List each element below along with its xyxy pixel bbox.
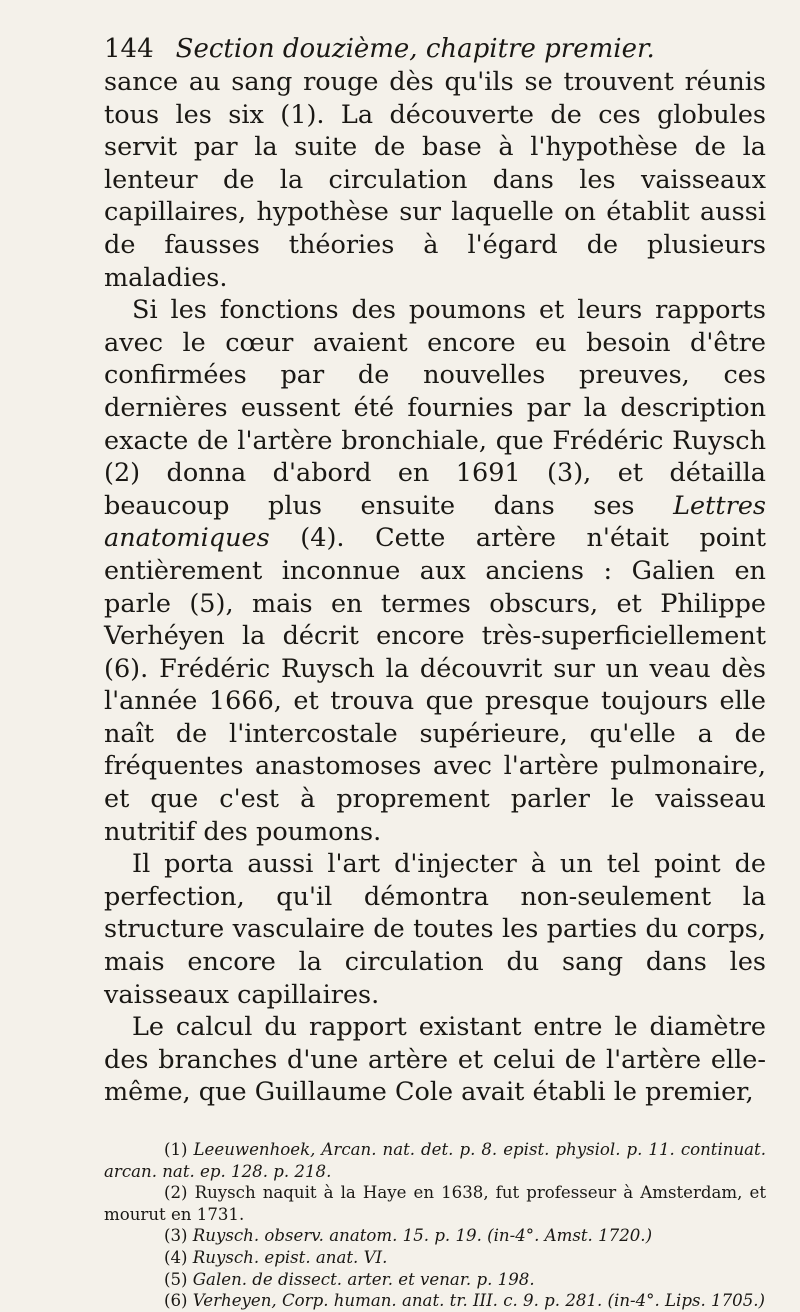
footnote <box>104 1139 766 1182</box>
footnote-number: (5) <box>164 1269 188 1289</box>
book-title: Lettres anatomiques <box>104 490 766 554</box>
footnote <box>104 1225 766 1247</box>
paragraph: Il porta aussi l'art d'injecter à un tel point de perfection, qu'il démontra non-seulement la structure vasculaire de toutes les parties du corps, mais encore la circulation du sang dans les vaisseaux capillaires. <box>104 849 766 1010</box>
footnote <box>104 1290 766 1312</box>
running-title: Section douzième, chapitre premier. <box>175 34 655 64</box>
footnote-citation: Galen. de dissect. arter. et venar. p. 198. <box>192 1269 535 1289</box>
footnote <box>104 1269 766 1291</box>
footnote-citation: Verheyen, Corp. human. anat. tr. III. c. 9. p. 281. (in-4°. Lips. 1705.) <box>192 1291 766 1311</box>
footnote-number: (6) <box>164 1291 188 1311</box>
footnote-citation: Leeuwenhoek, Arcan. nat. det. p. 8. epist. physiol. p. 11. continuat. arcan. nat. ep. 128. p. 218. <box>104 1140 766 1181</box>
footnote <box>104 1182 766 1225</box>
footnote-number: (2) <box>164 1183 188 1203</box>
footnote <box>104 1247 766 1269</box>
page-number: 144 <box>104 34 154 64</box>
body-text <box>104 66 766 1109</box>
footnote-number: (1) <box>164 1140 188 1159</box>
footnote-citation: Ruysch. epist. anat. VI. <box>192 1247 388 1267</box>
paragraph: Le calcul du rapport existant entre le diamètre des branches d'une artère et celui de l'artère elle-même, que Guillaume Cole avait établi le premier, <box>104 1012 766 1108</box>
footnote-number: (4) <box>164 1247 188 1267</box>
paragraph: sance au sang rouge dès qu'ils se trouvent réunis tous les six (1). La découverte de ces globules servit par la suite de base à l'hypothèse de la lenteur de la circulation dans les vaisseaux capillaires, hypothèse sur laquelle on établit aussi de fausses théories à l'égard de plusieurs maladies. <box>104 67 766 293</box>
page-header <box>104 34 766 64</box>
footnote-citation: Ruysch. observ. anatom. 15. p. 19. (in-4°. Amst. 1720.) <box>192 1226 653 1246</box>
paragraph <box>104 294 766 848</box>
footnote-number: (3) <box>164 1226 188 1246</box>
paragraph-text: Si les fonctions des poumons et leurs rapports avec le cœur avaient encore eu besoin d'être confirmées par de nouvelles preuves, ces dernières eussent été fournies par la description exacte de l'artère bronchiale, que Frédéric Ruysch (2) donna d'abord en 1691 (3), et détailla beaucoup plus ensuite dans ses <box>104 295 766 521</box>
footnotes <box>104 1139 766 1312</box>
footnote-text: Ruysch naquit à la Haye en 1638, fut professeur à Amsterdam, et mourut en 1731. <box>104 1183 766 1224</box>
paragraph-text: (4). Cette artère n'était point entièrement inconnue aux anciens : Galien en parle (5), mais en termes obscurs, et Philippe Verhéyen la décrit encore très-superficiellement (6). Frédéric Ruysch la découvrit sur un veau dès l'année 1666, et trouva que presque toujours elle naît de l'intercostale supérieure, qu'elle a de fréquentes anastomoses avec l'artère pulmonaire, et que c'est à proprement parler le vaisseau nutritif des poumons. <box>104 523 766 847</box>
